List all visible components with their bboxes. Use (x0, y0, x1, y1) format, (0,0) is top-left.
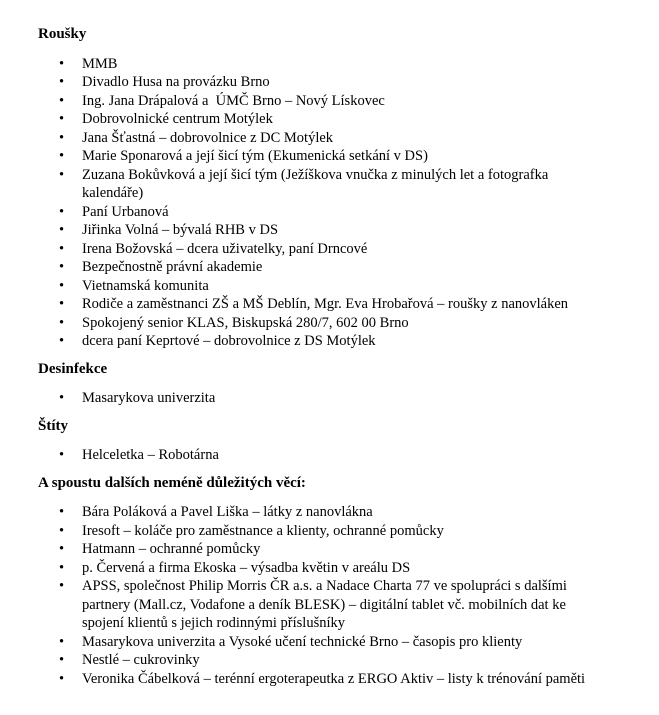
list-item (38, 332, 590, 351)
list-item (38, 258, 590, 277)
list-item (38, 166, 590, 203)
bullet-icon: • (59, 259, 65, 275)
list-item (38, 314, 590, 333)
bullet-icon: • (59, 447, 65, 463)
bullet-icon: • (59, 314, 65, 331)
list-item-text: MMB (82, 55, 118, 72)
list-item-text: Divadlo Husa na provázku Brno (82, 74, 270, 90)
bullet-icon: • (59, 222, 65, 238)
list-item (38, 240, 590, 259)
list-item (38, 651, 590, 670)
list-item-text: Iresoft – koláče pro zaměstnance a klienty, ochranné pomůcky (82, 522, 444, 539)
bullet-icon: • (59, 633, 65, 650)
list-item (38, 221, 590, 240)
list-item (38, 73, 590, 92)
list-item-text: Bára Poláková a Pavel Liška – látky z nanovlákna (82, 504, 373, 520)
list-item-text: Veronika Čábelková – terénní ergoterapeutka z ERGO Aktiv – listy k trénování paměti (82, 670, 586, 687)
bullet-icon: • (59, 333, 65, 349)
list-item-text: Nestlé – cukrovinky (82, 652, 200, 668)
bullet-icon: • (59, 277, 65, 294)
list-item (38, 670, 590, 689)
list-item-text: Zuzana Bokůvková a její šicí tým (Ježíškova vnučka z minulých let a fotografka kalendáře) (82, 166, 552, 201)
bullet-icon: • (59, 240, 65, 257)
list-item (38, 522, 590, 541)
bullet-list (38, 446, 590, 465)
bullet-list (38, 55, 590, 351)
list-item-text: Masarykova univerzita a Vysoké učení technické Brno – časopis pro klienty (82, 633, 523, 650)
section-heading: Desinfekce (38, 360, 108, 377)
list-item-text: Irena Božovská – dcera uživatelky, paní Drncové (82, 240, 368, 257)
list-item (38, 503, 590, 522)
bullet-icon: • (59, 522, 65, 539)
list-item-text: dcera paní Keprtové – dobrovolnice z DS Motýlek (82, 333, 376, 349)
bullet-icon: • (59, 652, 65, 668)
section-heading: Štíty (38, 417, 68, 434)
bullet-icon: • (59, 129, 65, 146)
document-body (38, 25, 639, 688)
list-item (38, 559, 590, 578)
list-item-text: Paní Urbanová (82, 203, 169, 220)
list-item (38, 92, 590, 111)
bullet-icon: • (59, 390, 65, 406)
bullet-icon: • (59, 166, 65, 183)
list-item (38, 295, 590, 314)
list-item (38, 577, 590, 633)
bullet-icon: • (59, 203, 65, 220)
bullet-icon: • (59, 148, 65, 164)
list-item-text: Spokojený senior KLAS, Biskupská 280/7, 602 00 Brno (82, 314, 409, 331)
list-item (38, 110, 590, 129)
bullet-icon: • (59, 111, 65, 127)
list-item-text: Dobrovolnické centrum Motýlek (82, 111, 273, 127)
list-item-text: Jiřinka Volná – bývalá RHB v DS (82, 222, 279, 238)
list-item-text: Ing. Jana Drápalová a ÚMČ Brno – Nový Lískovec (82, 92, 385, 109)
bullet-icon: • (59, 92, 65, 109)
section-heading: A spoustu dalších neméně důležitých věcí: (38, 474, 306, 491)
bullet-icon: • (59, 578, 65, 594)
bullet-icon: • (59, 541, 65, 557)
bullet-icon: • (59, 504, 65, 520)
list-item (38, 446, 590, 465)
list-item (38, 129, 590, 148)
list-item-text: Masarykova univerzita (82, 390, 216, 406)
list-item (38, 540, 590, 559)
list-item-text: Vietnamská komunita (82, 277, 209, 294)
list-item (38, 633, 590, 652)
list-item-text: Rodiče a zaměstnanci ZŠ a MŠ Deblín, Mgr. Eva Hrobařová – roušky z nanovláken (82, 296, 569, 312)
list-item (38, 147, 590, 166)
bullet-list (38, 389, 590, 408)
bullet-icon: • (59, 74, 65, 90)
bullet-icon: • (59, 55, 65, 72)
list-item-text: p. Červená a firma Ekoska – výsadba květin v areálu DS (82, 559, 411, 576)
list-item-text: Marie Sponarová a její šicí tým (Ekumenická setkání v DS) (82, 148, 428, 164)
bullet-list (38, 503, 590, 688)
list-item (38, 203, 590, 222)
list-item-text: Helceletka – Robotárna (82, 447, 219, 463)
list-item (38, 389, 590, 408)
list-item-text: Hatmann – ochranné pomůcky (82, 541, 261, 557)
list-item-text: APSS, společnost Philip Morris ČR a.s. a Nadace Charta 77 ve spolupráci s dalšími partnery (Mall.cz, Vodafone a deník BLESK) – digitální tablet vč. mobilních dat ke spojení klientů s jejich rodinnými příslušníky (82, 578, 571, 631)
bullet-icon: • (59, 559, 65, 576)
list-item-text: Jana Šťastná – dobrovolnice z DC Motýlek (82, 129, 334, 146)
bullet-icon: • (59, 296, 65, 312)
bullet-icon: • (59, 670, 65, 687)
list-item (38, 277, 590, 296)
section-heading: Roušky (38, 26, 87, 42)
list-item-text: Bezpečnostně právní akademie (82, 259, 263, 275)
list-item (38, 55, 590, 74)
